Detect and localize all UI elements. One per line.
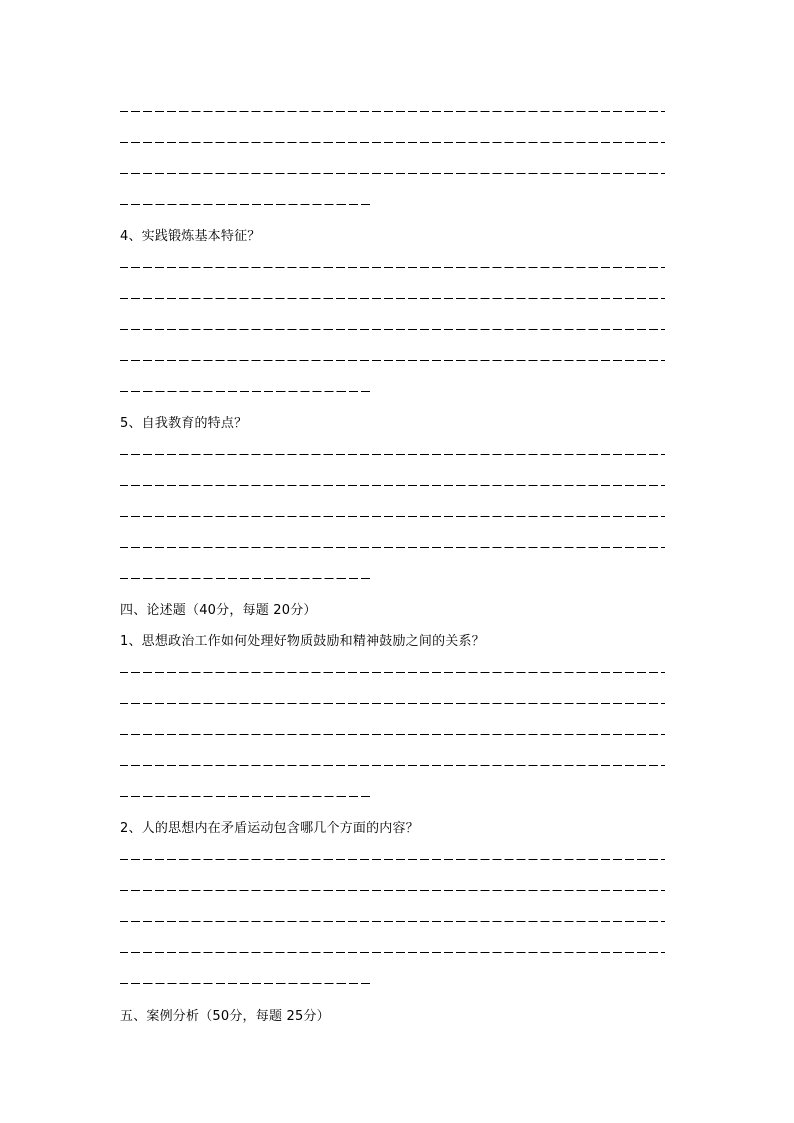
answer-line: [120, 262, 665, 274]
section-4-heading: 四、论述题（40分，每题 20分）: [120, 603, 317, 618]
answer-line: [120, 947, 665, 959]
answer-line: [120, 168, 665, 180]
answer-line: [120, 885, 665, 897]
answer-line: [120, 667, 665, 679]
answer-line: [120, 386, 372, 398]
answer-line: [120, 324, 665, 336]
answer-line: [120, 137, 665, 149]
answer-line: [120, 480, 665, 492]
section-4-question-1: 1、思想政治工作如何处理好物质鼓励和精神鼓励之间的关系？: [120, 634, 485, 649]
answer-line: [120, 355, 665, 367]
answer-line: [120, 199, 372, 211]
answer-line: [120, 293, 665, 305]
answer-line: [120, 791, 372, 803]
answer-line: [120, 760, 665, 772]
answer-line: [120, 698, 665, 710]
answer-line: [120, 729, 665, 741]
answer-line: [120, 106, 665, 118]
answer-line: [120, 511, 665, 523]
answer-line: [120, 916, 665, 928]
section-5-heading: 五、案例分析（50分，每题 25分）: [120, 1009, 330, 1024]
question-4: 4、实践锻炼基本特征？: [120, 229, 261, 244]
answer-line: [120, 573, 372, 585]
section-4-question-2: 2、人的思想内在矛盾运动包含哪几个方面的内容？: [120, 821, 419, 836]
answer-line: [120, 854, 665, 866]
question-5: 5、自我教育的特点？: [120, 416, 248, 431]
answer-line: [120, 978, 372, 990]
answer-line: [120, 542, 665, 554]
answer-line: [120, 449, 665, 461]
